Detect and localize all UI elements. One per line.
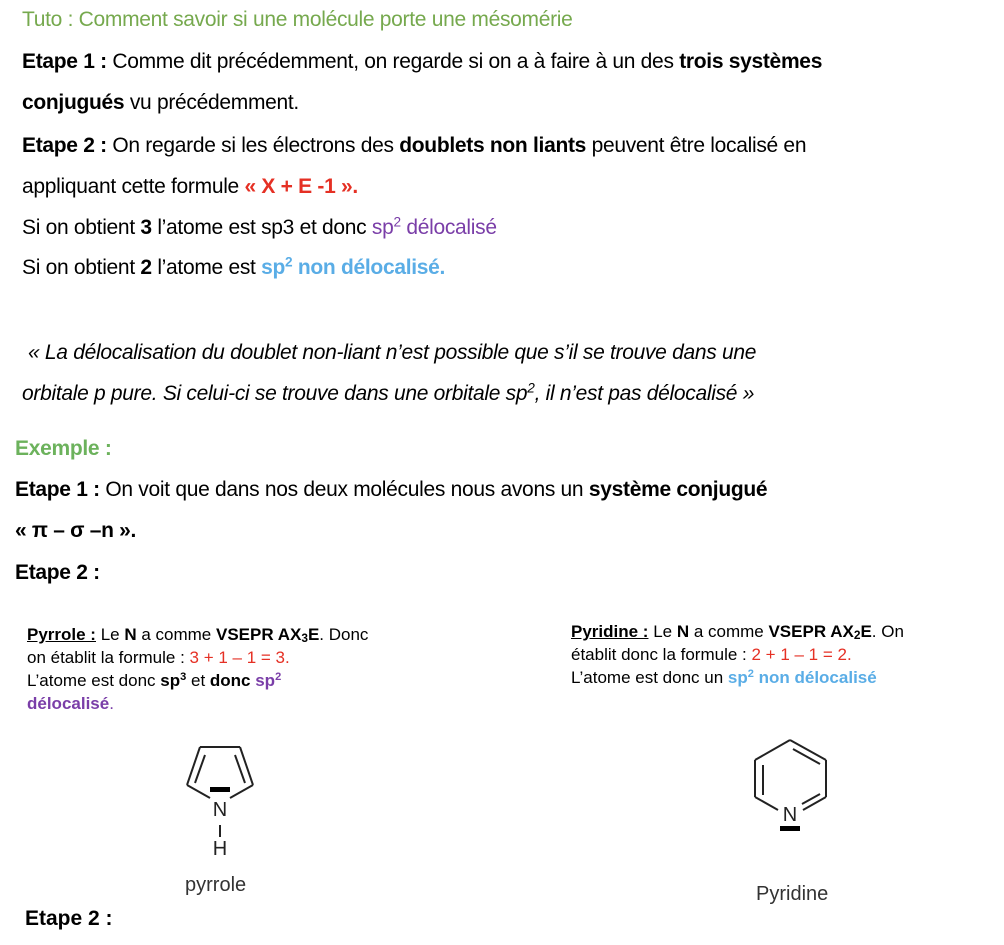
text: a comme: [136, 625, 216, 644]
pyridine-structure: [748, 735, 848, 835]
quote-line-1: « La délocalisation du doublet non-liant n’est possible que s’il se trouve dans une: [28, 341, 757, 364]
rule-3: [22, 216, 497, 240]
etape2-bold: doublets non liants: [399, 134, 587, 157]
quote-text: orbitale p pure. Si celui-ci se trouve dans une orbitale sp: [22, 382, 528, 405]
clipped-footer-heading: [25, 907, 113, 930]
exponent: 2: [285, 254, 293, 270]
etape1-text-cont: vu précédemment.: [124, 91, 299, 114]
quote-line-2: [22, 382, 754, 406]
etape1-bold: trois systèmes: [679, 50, 823, 73]
rule-number: 2: [140, 256, 152, 279]
formula: 3 + 1 – 1 = 3.: [189, 648, 290, 667]
exponent: 2: [747, 667, 754, 680]
pyrrole-line-3: [27, 669, 368, 692]
etape2-text-b: peuvent être localisé en: [586, 134, 807, 157]
text: a comme: [689, 622, 769, 641]
hybridization-result: [728, 668, 877, 687]
etape2-formula-line: [22, 175, 358, 199]
etape-text: On voit que dans nos deux molécules nous avons un: [99, 478, 589, 501]
rule-text: Si on obtient: [22, 256, 141, 279]
exponent: 2: [275, 670, 282, 683]
example-system: « π – σ –n ».: [15, 519, 137, 542]
vsepr-e: E: [307, 625, 320, 644]
rule-text: Si on obtient: [22, 216, 141, 239]
hybridization-result: [251, 671, 282, 690]
sp: sp: [727, 668, 748, 687]
page-title: Tuto : Comment savoir si une molécule porte une mésomérie: [22, 8, 573, 31]
period: .: [109, 694, 114, 713]
text: établit donc la formule :: [571, 645, 752, 664]
pyridine-line-1: [571, 620, 904, 643]
pyridine-ring: [755, 740, 826, 810]
result-text: non délocalisé.: [292, 256, 446, 279]
exponent: 3: [180, 670, 187, 683]
pyridine-n-atom: N: [782, 804, 798, 826]
pyrrole-line-1: [27, 623, 368, 646]
etape1-text: Comme dit précédemment, on regarde si on a à faire à un des: [106, 50, 680, 73]
pyridine-line-2: [571, 643, 904, 666]
example-heading: Exemple :: [15, 437, 112, 460]
result-text: délocalisé: [27, 694, 110, 713]
clipped-text: Etape 2 :: [25, 907, 113, 930]
pyridine-label: Pyridine: [756, 883, 829, 905]
pyrrole-label: pyrrole: [185, 874, 247, 896]
etape1-bold-cont: conjugués: [22, 91, 125, 114]
quote-text: , il n’est pas délocalisé »: [534, 382, 755, 405]
sp: sp: [250, 671, 276, 690]
etape2-text-c: appliquant cette formule: [22, 175, 245, 198]
etape-label: Etape 1 :: [15, 478, 100, 501]
pyrrole-line-4: [27, 692, 368, 715]
vsepr: [216, 625, 319, 644]
pyridine-line-3: [571, 666, 904, 689]
lone-pair-bar: [210, 787, 230, 792]
text: L’atome est donc un: [571, 668, 728, 687]
rule-text: l’atome est: [151, 256, 262, 279]
etape2-text: On regarde si les électrons des: [106, 134, 400, 157]
sp: sp: [261, 256, 286, 279]
etape1-paragraph: [22, 50, 822, 74]
text: Le: [95, 625, 125, 644]
rule-result: [261, 256, 445, 279]
exponent: 2: [527, 380, 535, 396]
vsepr-text: VSEPR AX: [215, 625, 302, 644]
etape-bold: système conjugué: [588, 478, 768, 501]
result-text: délocalisé: [400, 216, 497, 239]
text: . Donc: [319, 625, 369, 644]
sp: sp: [160, 671, 181, 690]
lone-pair-bar: [780, 826, 800, 831]
example-etape2: Etape 2 :: [15, 561, 100, 584]
formula: « X + E -1 ».: [244, 175, 358, 198]
pyrrole-name: Pyrrole :: [27, 625, 96, 644]
rule-result: [372, 216, 497, 239]
text: Le: [648, 622, 677, 641]
pyridine-description: [571, 620, 904, 689]
pyridine-name: Pyridine :: [571, 622, 649, 641]
subscript: 2: [853, 627, 861, 642]
rule-2: [22, 256, 445, 280]
hybridization: [160, 671, 186, 690]
vsepr-e: E: [860, 622, 872, 641]
etape2-paragraph: [22, 134, 806, 158]
vsepr: [768, 622, 871, 641]
pyrrole-structure: [170, 740, 290, 860]
text: et: [186, 671, 210, 690]
result-text: non délocalisé: [753, 668, 877, 687]
pyrrole-n-atom: N: [212, 799, 228, 821]
etape2-label: Etape 2 :: [22, 134, 107, 157]
pyrrole-description: [27, 623, 368, 715]
formula: 2 + 1 – 1 = 2.: [751, 645, 852, 664]
etape1-paragraph-cont: [22, 91, 299, 115]
atom: N: [124, 625, 137, 644]
rule-number: 3: [140, 216, 152, 239]
atom: N: [676, 622, 690, 641]
text: . On: [871, 622, 904, 641]
text: on établit la formule :: [27, 648, 190, 667]
rule-text: l’atome est sp3 et donc: [151, 216, 372, 239]
subscript: 3: [301, 630, 308, 645]
pyrrole-h-atom: H: [212, 838, 228, 860]
text: L’atome est donc: [27, 671, 161, 690]
sp: sp: [371, 216, 394, 239]
etape1-label: Etape 1 :: [22, 50, 107, 73]
pyrrole-line-2: [27, 646, 368, 669]
text-bold: donc: [209, 671, 251, 690]
example-etape1: [15, 478, 767, 502]
vsepr-text: VSEPR AX: [768, 622, 854, 641]
exponent: 2: [393, 214, 401, 230]
